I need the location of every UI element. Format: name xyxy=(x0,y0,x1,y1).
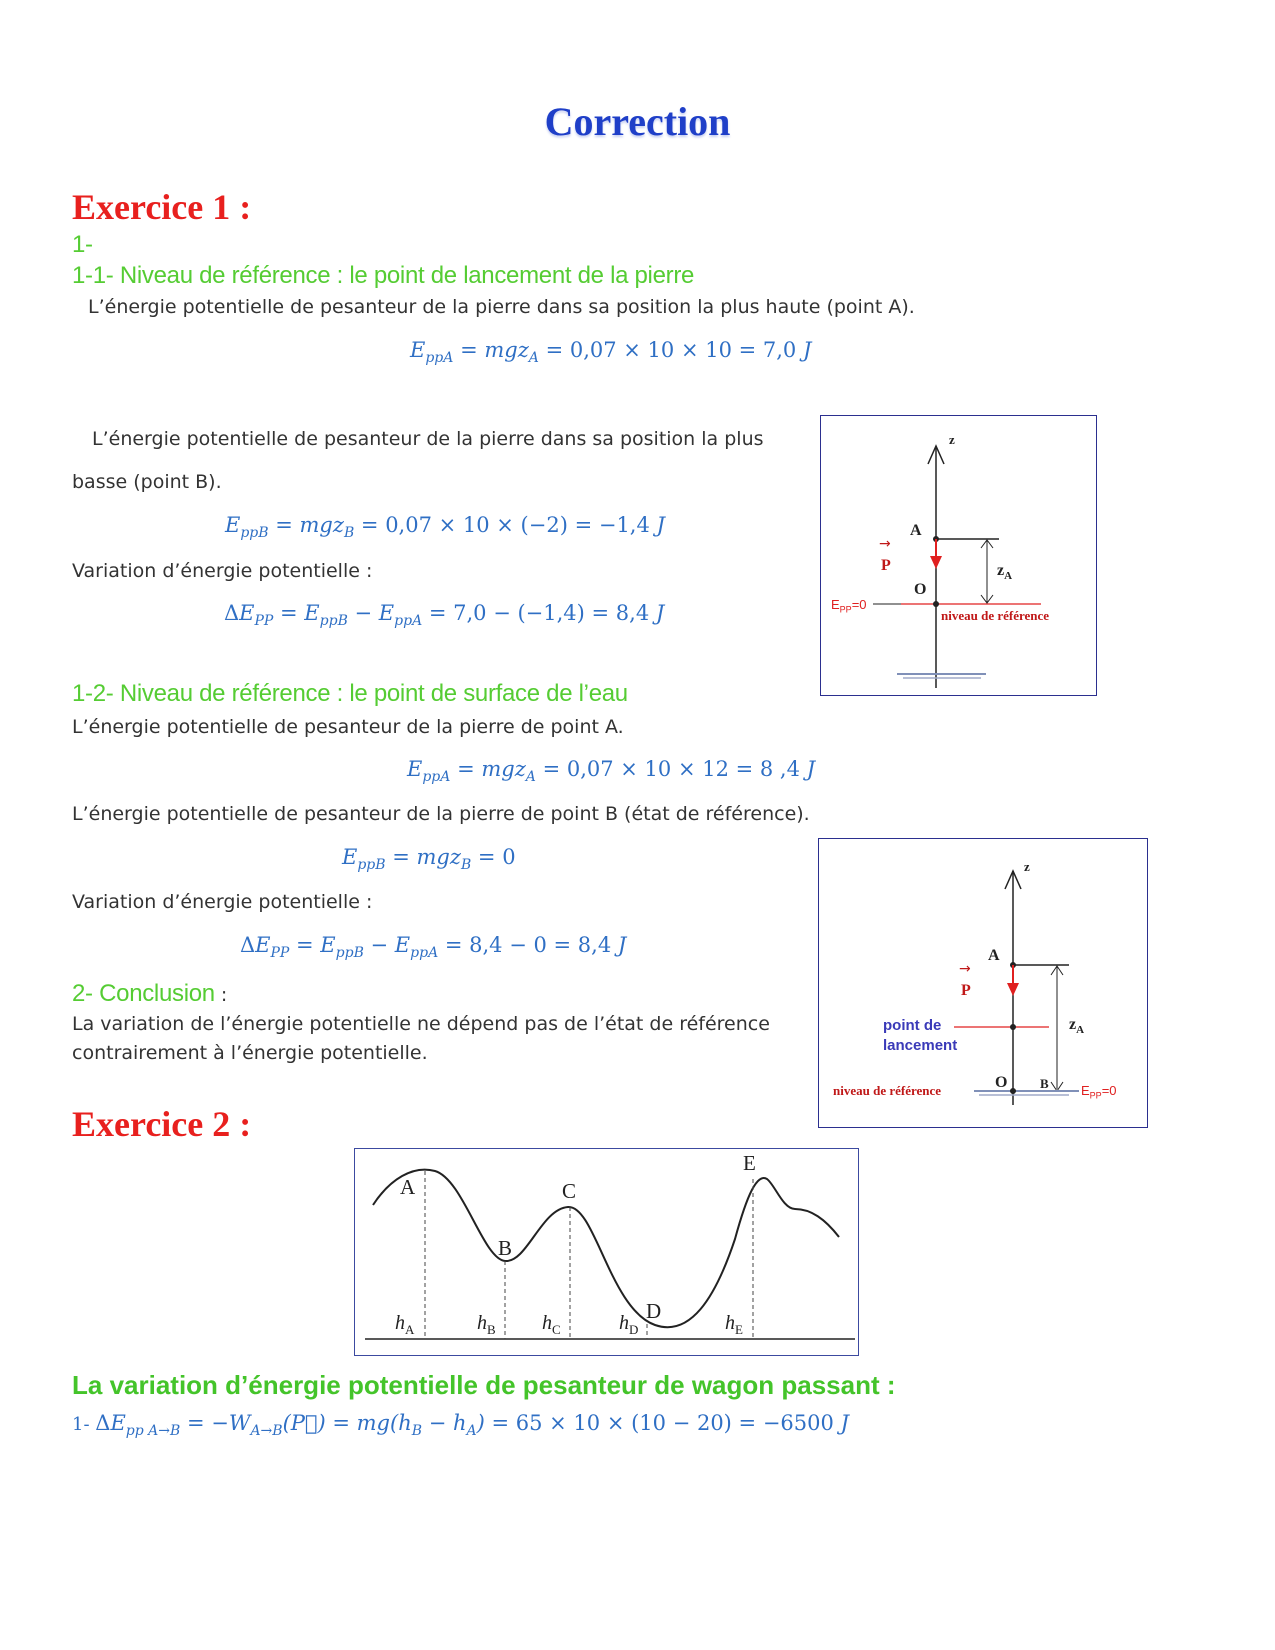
conclusion-colon: : xyxy=(214,984,228,1006)
height-a-sub: A xyxy=(405,1322,415,1337)
variation-label-1: Variation d’énergie potentielle : xyxy=(72,560,373,582)
fig2-z-label: z xyxy=(1024,859,1030,874)
fig2-launch-line1: point de xyxy=(883,1017,942,1034)
section-1-1-title: 1-1- Niveau de référence : le point de lancement de la pierre xyxy=(72,262,695,289)
point-o-dot xyxy=(1010,1088,1016,1094)
height-label-d xyxy=(619,1312,638,1338)
fig2-za-label xyxy=(1069,1016,1084,1036)
conclusion-title: 2- Conclusion xyxy=(72,980,215,1007)
fig1-za-label xyxy=(997,562,1012,582)
equation-delta-2: $\Delta E_{PP} = E_{ppB} - E_{ppA} = 8,4 - 0 = 8,4$ J xyxy=(240,933,627,962)
track-point-a: A xyxy=(400,1175,416,1199)
height-d-text: h xyxy=(619,1312,629,1334)
fig2-za-sub: A xyxy=(1076,1024,1085,1037)
fig2-epp-sub: PP xyxy=(1089,1090,1102,1101)
height-label-e xyxy=(725,1312,743,1338)
conclusion-text-line1: La variation de l’énergie potentielle ne dépend pas de l’état de référence xyxy=(72,1013,770,1035)
text-point-a-1: L’énergie potentielle de pesanteur de la pierre dans sa position la plus haute (point A). xyxy=(88,296,915,318)
fig2-a-label: A xyxy=(988,947,1000,964)
height-c-sub: C xyxy=(552,1322,561,1337)
section-1-2-title: 1-2- Niveau de référence : le point de surface de l’eau xyxy=(72,680,628,707)
fig1-p-label: P xyxy=(881,557,891,574)
track-point-d: D xyxy=(646,1299,662,1323)
equation-epp-a-1: $E_{ppA} = mgz_A = 0,07 \times 10 \times 10 = 7,0$ J xyxy=(410,338,812,367)
track-point-e: E xyxy=(743,1151,756,1175)
fig1-za-text: z xyxy=(997,562,1005,579)
fig1-epp-value: =0 xyxy=(851,597,867,612)
fig1-za-sub: A xyxy=(1004,570,1013,583)
height-e-text: h xyxy=(725,1312,735,1334)
launch-point-dot xyxy=(1010,1024,1016,1030)
equation-delta-1: $\Delta E_{PP} = E_{ppB} - E_{ppA} = 7,0 - (-1,4) = 8,4$ J xyxy=(224,601,665,630)
height-label-b xyxy=(477,1312,496,1338)
figure-reference-water-surface xyxy=(818,838,1148,1128)
fig2-o-label: O xyxy=(995,1074,1008,1091)
fig2-launch-point-label xyxy=(883,1016,957,1056)
text-point-b-1-line2: basse (point B). xyxy=(72,471,222,493)
height-e-sub: E xyxy=(735,1322,743,1337)
variation-label-2: Variation d’énergie potentielle : xyxy=(72,891,373,913)
point-o-dot xyxy=(933,601,939,607)
height-label-c xyxy=(542,1312,561,1338)
exercise-2-heading: Exercice 2 : xyxy=(72,1104,252,1144)
text-point-b-2: L’énergie potentielle de pesanteur de la pierre de point B (état de référence). xyxy=(72,803,810,825)
conclusion-text-line2: contrairement à l’énergie potentielle. xyxy=(72,1042,428,1064)
height-label-a xyxy=(395,1312,414,1338)
equation-epp-b-2: $E_{ppB} = mgz_B = 0$ xyxy=(342,845,516,874)
fig1-reference-level-label: niveau de référence xyxy=(941,608,1050,623)
fig1-epp-text: E xyxy=(831,597,840,612)
fig1-epp-label xyxy=(831,597,867,615)
equation-1-prefix: 1- xyxy=(72,1414,96,1435)
figure-track-profile xyxy=(354,1148,859,1356)
fig2-launch-line2: lancement xyxy=(883,1037,958,1054)
fig2-p-label: P xyxy=(961,982,971,999)
equation-epp-b-1: $E_{ppB} = mgz_B = 0,07 \times 10 \times (-2) = -1,4$ J xyxy=(225,513,665,542)
fig2-za-text: z xyxy=(1069,1016,1077,1033)
fig2-epp-value: =0 xyxy=(1101,1083,1117,1098)
text-point-a-2: L’énergie potentielle de pesanteur de la pierre de point A. xyxy=(72,716,624,738)
figure-reference-launch-point xyxy=(820,415,1097,696)
fig2-b-label: B xyxy=(1040,1076,1049,1091)
fig1-z-label: z xyxy=(949,432,955,447)
exercise-2-equation-1: 1- $\Delta E_{pp A\to B}$ = $-W_{A\to B}(P⃗) = mg(h_B - h_A) = 65 \times 10 \times (10 - 20) = -6500$ J xyxy=(72,1411,849,1440)
height-c-text: h xyxy=(542,1312,552,1334)
figure-1-drawing xyxy=(821,416,1096,695)
weight-arrowhead xyxy=(930,556,942,569)
fig1-a-label: A xyxy=(910,522,922,539)
fig2-reference-level-label: niveau de référence xyxy=(833,1083,942,1098)
track-curve xyxy=(373,1170,839,1328)
height-b-sub: B xyxy=(487,1322,496,1337)
fig1-o-label: O xyxy=(914,581,927,598)
question-1-label: 1- xyxy=(72,231,93,258)
conclusion-heading xyxy=(72,980,227,1008)
fig2-p-vector-arrow: → xyxy=(959,961,971,977)
fig1-epp-sub: PP xyxy=(839,604,852,615)
text-point-b-1-line1: L’énergie potentielle de pesanteur de la pierre dans sa position la plus xyxy=(92,428,764,450)
equation-epp-a-2: $E_{ppA} = mgz_A = 0,07 \times 10 \times 12 = 8$ ,4 J xyxy=(407,757,816,786)
height-b-text: h xyxy=(477,1312,487,1334)
track-point-b: B xyxy=(498,1236,513,1260)
exercise-1-heading: Exercice 1 : xyxy=(72,187,252,227)
track-drawing xyxy=(355,1149,858,1355)
track-point-c: C xyxy=(562,1179,577,1203)
fig2-epp-label xyxy=(1081,1083,1117,1101)
fig2-epp-text: E xyxy=(1081,1083,1090,1098)
height-a-text: h xyxy=(395,1312,405,1334)
height-d-sub: D xyxy=(629,1322,639,1337)
exercise-2-subtitle: La variation d’énergie potentielle de pesanteur de wagon passant : xyxy=(72,1370,896,1400)
fig1-p-vector-arrow: → xyxy=(879,536,891,552)
weight-arrowhead xyxy=(1007,983,1019,996)
page-title: Correction xyxy=(544,99,731,144)
